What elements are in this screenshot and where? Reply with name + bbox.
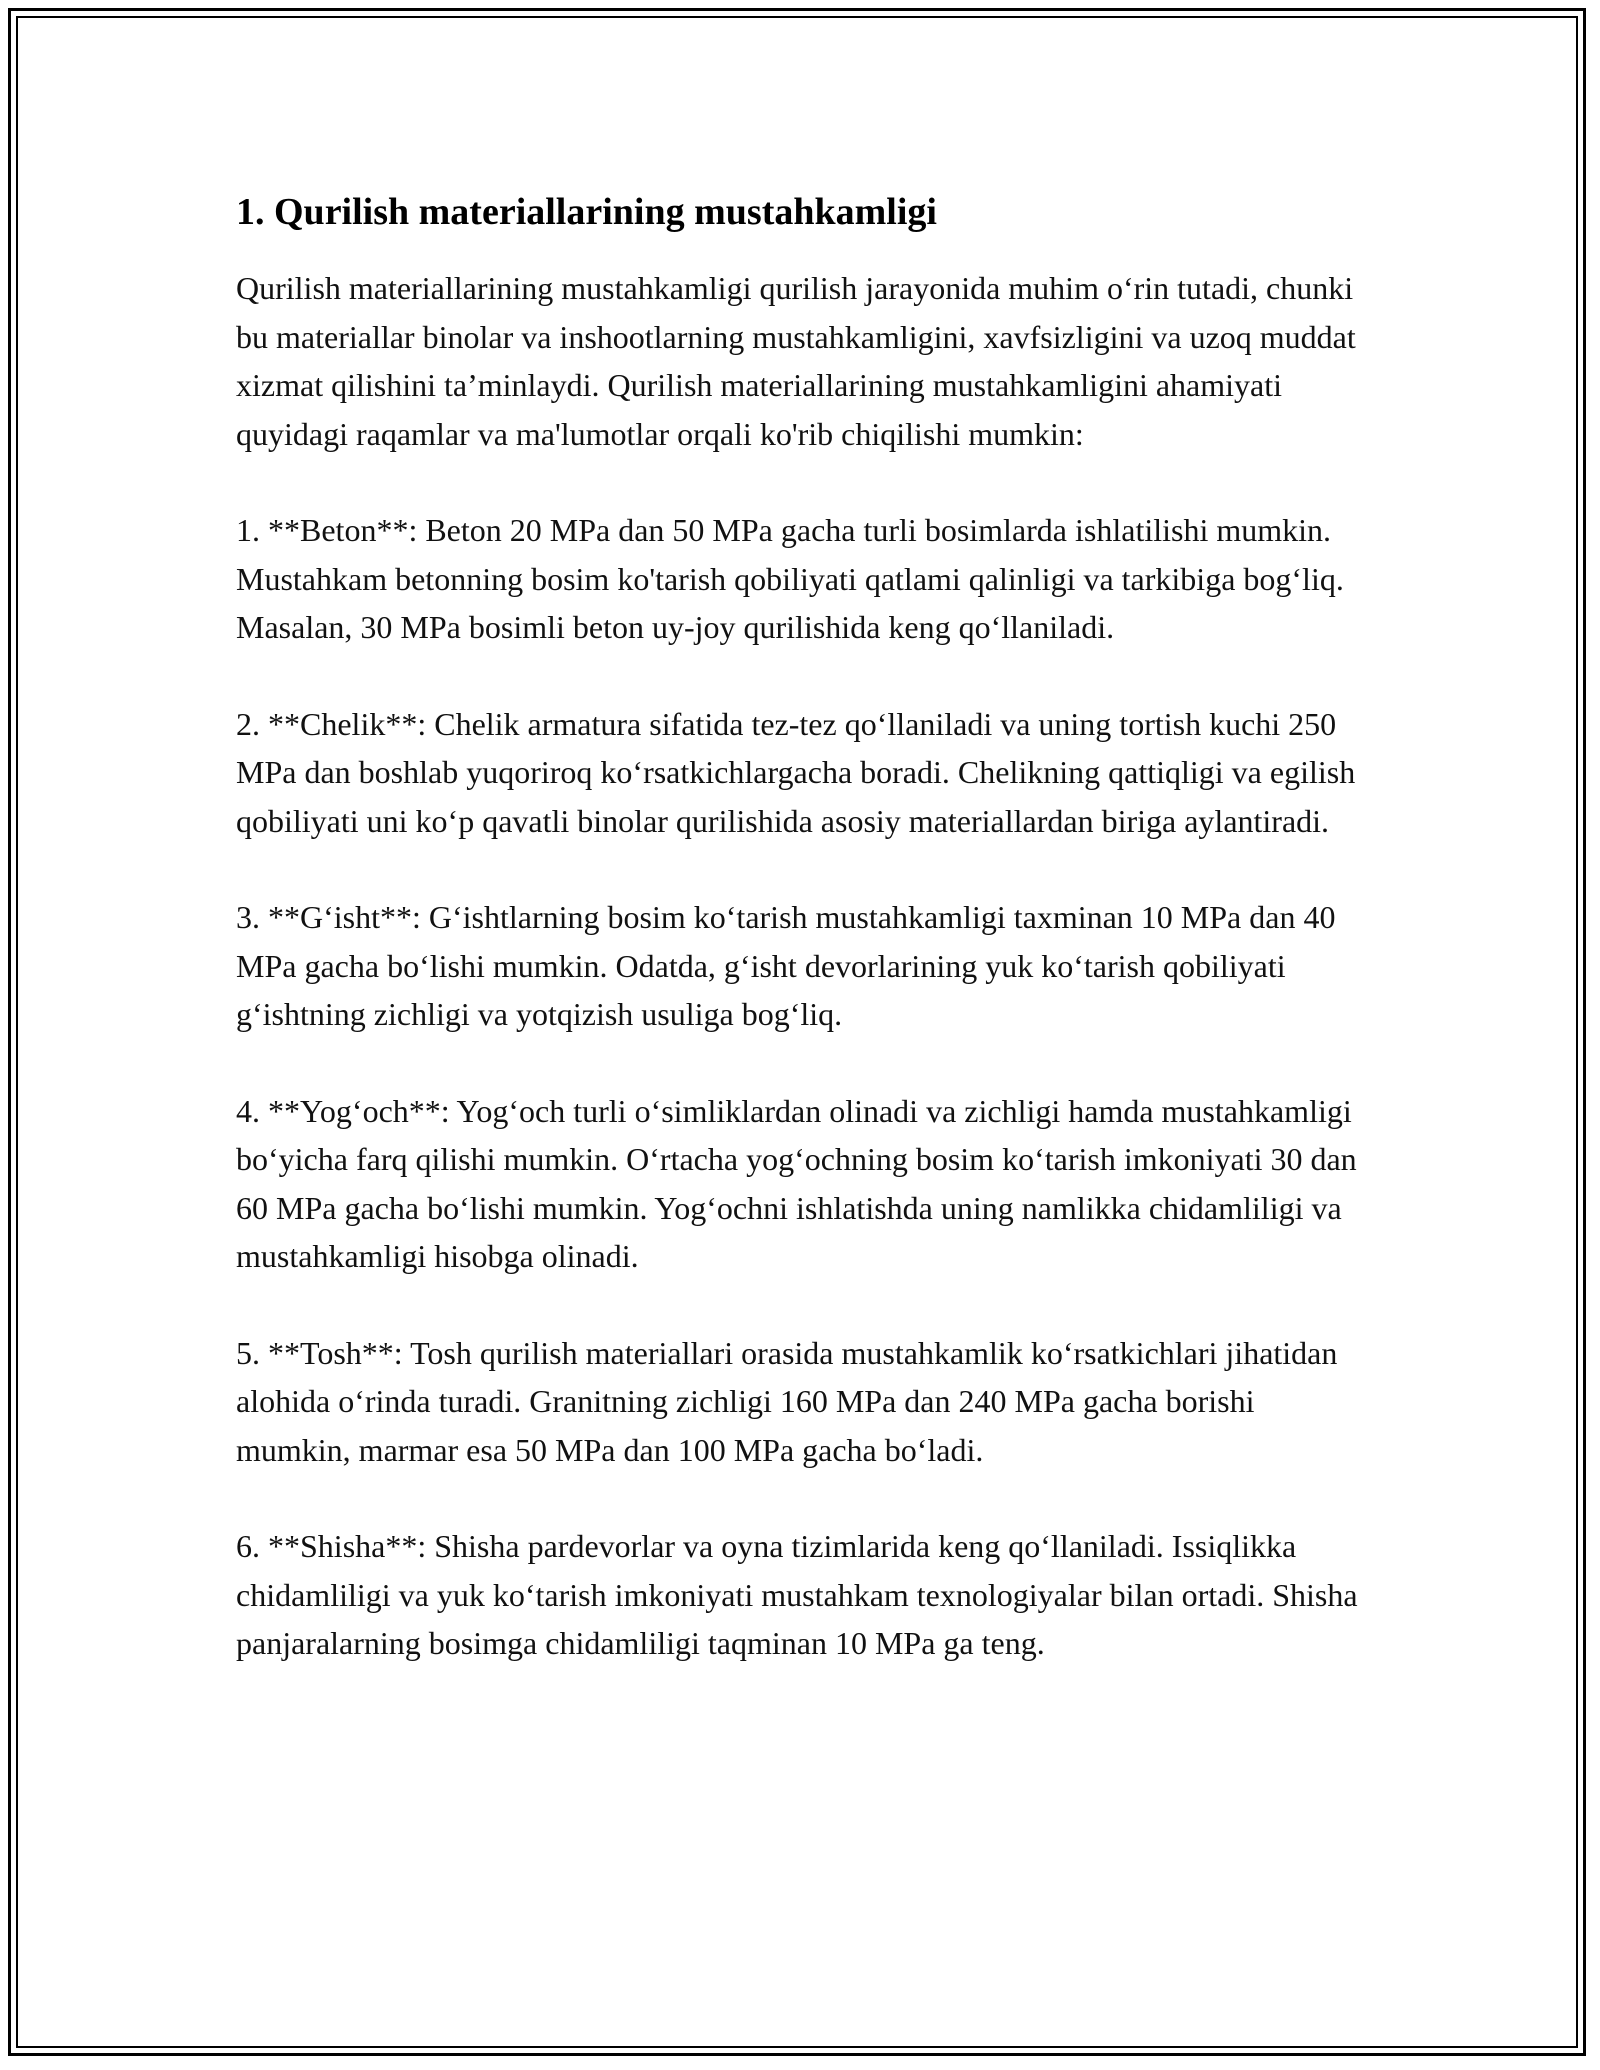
- item-shisha: 6. **Shisha**: Shisha pardevorlar va oyna tizimlarida keng qo‘llaniladi. Issiqlikka chidamliligi va yuk ko‘tarish imkoniyati mustahkam texnologiyalar bilan ortadi. Shisha panjaralarning bosimga chidamliligi taqminan 10 MPa ga teng.: [236, 1528, 1358, 1661]
- item-gisht: 3. **G‘isht**: G‘ishtlarning bosim ko‘tarish mustahkamligi taxminan 10 MPa dan 40 MPa gacha bo‘lishi mumkin. Odatda, g‘isht devorlarining yuk ko‘tarish qobiliyati g‘ishtning zichligi va yotqizish usuliga bog‘liq.: [236, 899, 1336, 1032]
- item-tosh: 5. **Tosh**: Tosh qurilish materiallari orasida mustahkamlik ko‘rsatkichlari jihatidan alohida o‘rinda turadi. Granitning zichligi 160 MPa dan 240 MPa gacha borishi mumkin, marmar esa 50 MPa dan 100 MPa gacha bo‘ladi.: [236, 1334, 1338, 1468]
- intro-paragraph: Qurilish materiallarining mustahkamligi qurilish jarayonida muhim o‘rin tutadi, chunki bu materiallar binolar va inshootlarning mustahkamligini, xavfsizligini va uzoq muddat xizmat qilishini ta’minlaydi. Qurilish materiallarining mustahkamligini ahamiyati quyidagi raqamlar va ma'lumotlar orqali ko'rib chiqilishi mumkin:: [236, 270, 1356, 452]
- item-beton: 1. **Beton**: Beton 20 MPa dan 50 MPa gacha turli bosimlarda ishlatilishi mumkin. Mustahkam betonning bosim ko'tarish qobiliyati qatlami qalinligi va tarkibiga bog‘liq. Masalan, 30 MPa bosimli beton uy-joy qurilishida keng qo‘llaniladi.: [236, 512, 1344, 645]
- item-chelik: 2. **Chelik**: Chelik armatura sifatida tez-tez qo‘llaniladi va uning tortish kuchi 250 MPa dan boshlab yuqoriroq ko‘rsatkichlargacha boradi. Chelikning qattiqligi va egilish qobiliyati uni ko‘p qavatli binolar qurilishida asosiy materiallardan biriga aylantiradi.: [236, 705, 1356, 839]
- item-yogoch: 4. **Yog‘och**: Yog‘och turli o‘simliklardan olinadi va zichligi hamda mustahkamligi bo‘yicha farq qilishi mumkin. O‘rtacha yog‘ochning bosim ko‘tarish imkoniyati 30 dan 60 MPa gacha bo‘lishi mumkin. Yog‘ochni ishlatishda uning namlikka chidamliligi va mustahkamligi hisobga olinadi.: [236, 1092, 1357, 1274]
- document-body: [236, 188, 1376, 1716]
- document-title: 1. Qurilish materiallarining mustahkamligi: [236, 191, 937, 233]
